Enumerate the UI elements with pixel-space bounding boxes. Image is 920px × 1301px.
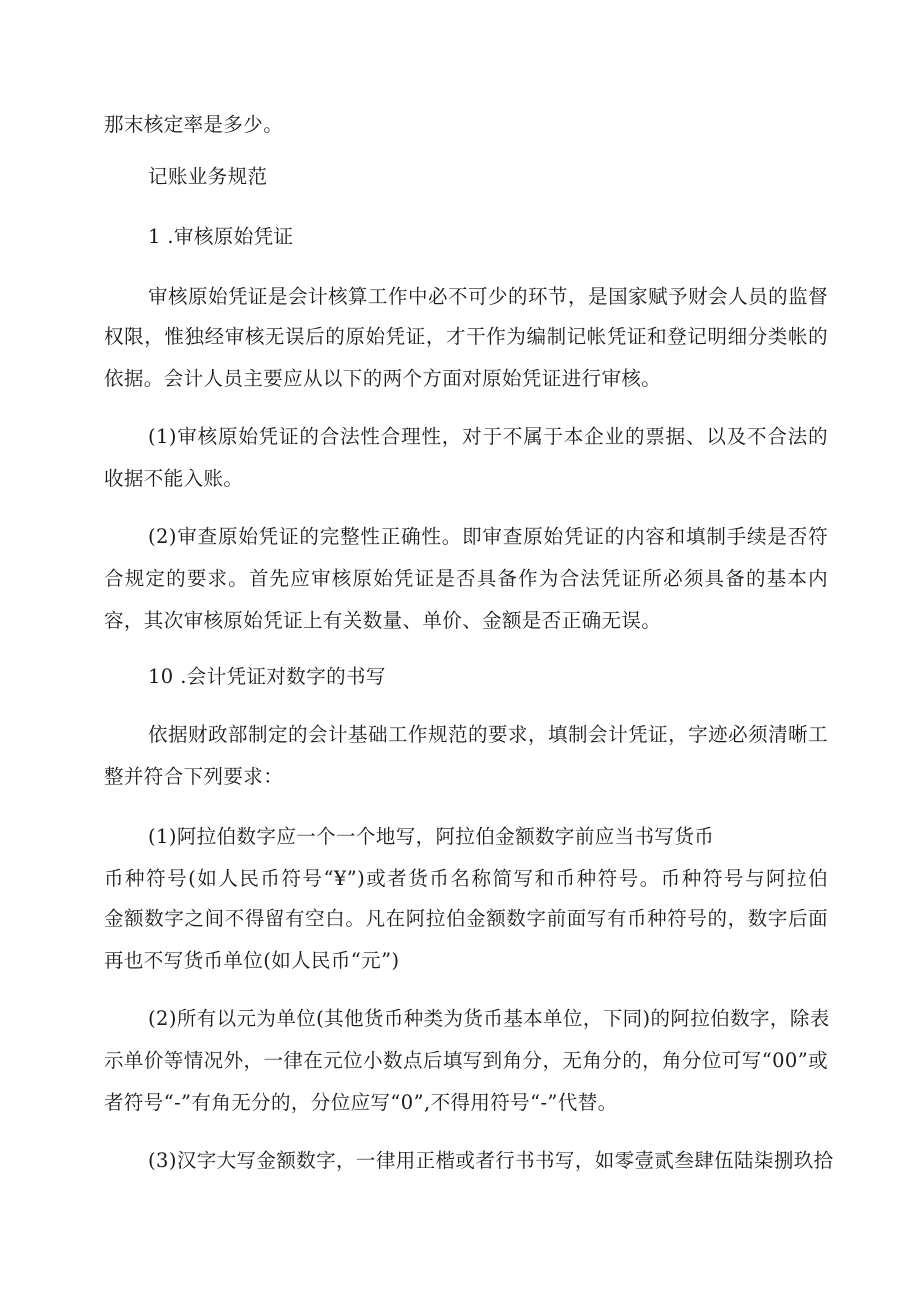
paragraph-line: 再也不写货币单位(如人民币“元”) [104,949,400,972]
paragraph-line: 权限，惟独经审核无误后的原始凭证，才干作为编制记帐凭证和登记明细分类帐的 [104,325,828,348]
paragraph-line: 合规定的要求。首先应审核原始凭证是否具备作为合法凭证所必须具备的基本内 [104,567,828,590]
paragraph-line: 依据。会计人员主要应从以下的两个方面对原始凭证进行审核。 [104,367,662,390]
section-heading: 记账业务规范 [148,165,268,188]
paragraph-line: (1)审核原始凭证的合法性合理性，对于不属于本企业的票据、以及不合法的 [148,425,828,448]
paragraph-line: 那末核定率是多少。 [104,113,284,136]
paragraph-line: 币种符号(如人民币符号“¥”)或者货币名称简写和币种符号。币种符号与阿拉伯 [104,867,828,890]
paragraph-line: 示单价等情况外，一律在元位小数点后填写到角分，无角分的，角分位可写“00”或 [104,1049,828,1072]
paragraph-line: (3)汉字大写金额数字，一律用正楷或者行书书写，如零壹贰叁肆伍陆柒捌玖拾 [148,1149,834,1172]
paragraph-line: (2)审查原始凭证的完整性正确性。即审查原始凭证的内容和填制手续是否符 [148,525,828,548]
paragraph-line: 容，其次审核原始凭证上有关数量、单价、金额是否正确无误。 [104,609,662,632]
subsection-heading: 1 .审核原始凭证 [148,225,294,248]
paragraph-line: 金额数字之间不得留有空白。凡在阿拉伯金额数字前面写有币种符号的，数字后面 [104,907,828,930]
subsection-heading: 10 .会计凭证对数字的书写 [148,665,386,688]
paragraph-line: 者符号“-”有角无分的，分位应写“0”,不得用符号“-”代替。 [104,1091,618,1114]
paragraph-line: 依据财政部制定的会计基础工作规范的要求，填制会计凭证，字迹必须清晰工 [148,723,828,746]
paragraph-line: 收据不能入账。 [104,467,244,490]
paragraph-line: (1)阿拉伯数字应一个一个地写，阿拉伯金额数字前应当书写货币 [148,825,715,848]
paragraph-line: 审核原始凭证是会计核算工作中必不可少的环节，是国家赋予财会人员的监督 [148,285,828,308]
paragraph-line: 整并符合下列要求： [104,765,284,788]
paragraph-line: (2)所有以元为单位(其他货币种类为货币基本单位，下同)的阿拉伯数字，除表 [148,1007,830,1030]
